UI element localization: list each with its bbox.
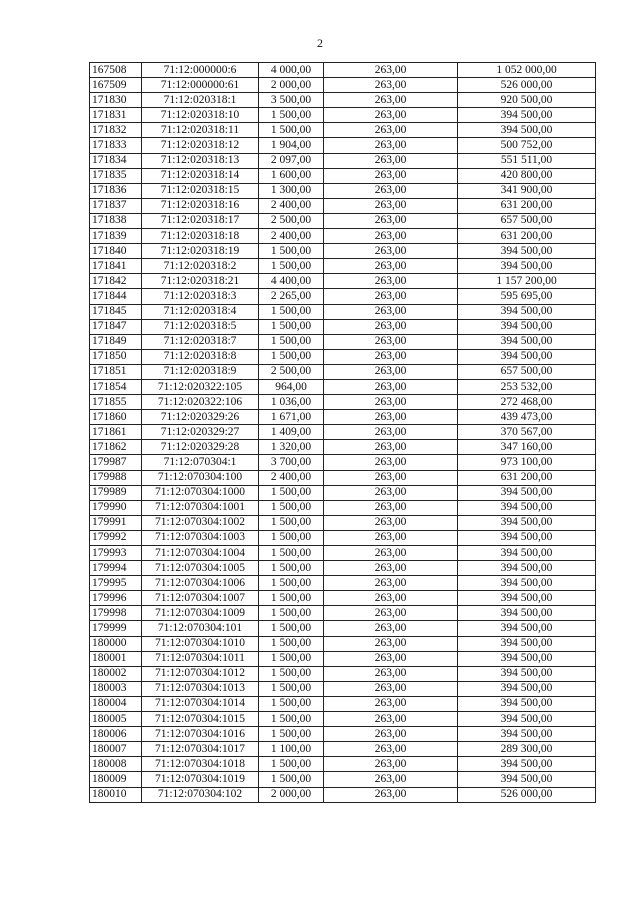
object-id-cell: 180002 — [90, 666, 142, 681]
cadastral-number-cell: 71:12:070304:1002 — [142, 515, 259, 530]
cadastral-number-cell: 71:12:020318:12 — [142, 138, 259, 153]
table-row — [90, 485, 596, 500]
object-id-cell: 180009 — [90, 772, 142, 787]
object-id-cell: 171861 — [90, 425, 142, 440]
object-id-cell: 171851 — [90, 364, 142, 379]
table-row — [90, 138, 596, 153]
total-value-cell: 394 500,00 — [458, 304, 596, 319]
object-id-cell: 171839 — [90, 229, 142, 244]
cadastral-number-cell: 71:12:070304:1 — [142, 455, 259, 470]
cadastral-number-cell: 71:12:020318:14 — [142, 168, 259, 183]
registry-table-body — [90, 63, 596, 803]
area-cell: 1 500,00 — [259, 636, 324, 651]
total-value-cell: 526 000,00 — [458, 78, 596, 93]
table-row — [90, 561, 596, 576]
total-value-cell: 394 500,00 — [458, 757, 596, 772]
object-id-cell: 179996 — [90, 591, 142, 606]
area-cell: 1 300,00 — [259, 183, 324, 198]
cadastral-number-cell: 71:12:070304:1005 — [142, 561, 259, 576]
rate-cell: 263,00 — [324, 787, 458, 802]
total-value-cell: 394 500,00 — [458, 727, 596, 742]
cadastral-number-cell: 71:12:020329:27 — [142, 425, 259, 440]
total-value-cell: 394 500,00 — [458, 591, 596, 606]
table-row — [90, 395, 596, 410]
rate-cell: 263,00 — [324, 757, 458, 772]
cadastral-number-cell: 71:12:070304:1006 — [142, 576, 259, 591]
area-cell: 1 500,00 — [259, 244, 324, 259]
object-id-cell: 171860 — [90, 410, 142, 425]
table-row — [90, 78, 596, 93]
area-cell: 2 000,00 — [259, 787, 324, 802]
object-id-cell: 171831 — [90, 108, 142, 123]
cadastral-number-cell: 71:12:020318:1 — [142, 93, 259, 108]
rate-cell: 263,00 — [324, 530, 458, 545]
object-id-cell: 180008 — [90, 757, 142, 772]
table-row — [90, 546, 596, 561]
area-cell: 1 036,00 — [259, 395, 324, 410]
total-value-cell: 595 695,00 — [458, 289, 596, 304]
table-row — [90, 93, 596, 108]
area-cell: 1 500,00 — [259, 757, 324, 772]
table-row — [90, 621, 596, 636]
area-cell: 1 500,00 — [259, 561, 324, 576]
object-id-cell: 171836 — [90, 183, 142, 198]
table-row — [90, 153, 596, 168]
area-cell: 1 500,00 — [259, 259, 324, 274]
total-value-cell: 394 500,00 — [458, 576, 596, 591]
total-value-cell: 394 500,00 — [458, 546, 596, 561]
table-row — [90, 63, 596, 78]
total-value-cell: 973 100,00 — [458, 455, 596, 470]
table-row — [90, 470, 596, 485]
rate-cell: 263,00 — [324, 651, 458, 666]
table-row — [90, 666, 596, 681]
table-row — [90, 606, 596, 621]
table-row — [90, 123, 596, 138]
total-value-cell: 526 000,00 — [458, 787, 596, 802]
rate-cell: 263,00 — [324, 621, 458, 636]
object-id-cell: 171837 — [90, 198, 142, 213]
table-row — [90, 334, 596, 349]
total-value-cell: 394 500,00 — [458, 515, 596, 530]
total-value-cell: 394 500,00 — [458, 530, 596, 545]
rate-cell: 263,00 — [324, 470, 458, 485]
total-value-cell: 394 500,00 — [458, 244, 596, 259]
total-value-cell: 631 200,00 — [458, 470, 596, 485]
cadastral-number-cell: 71:12:020318:5 — [142, 319, 259, 334]
cadastral-number-cell: 71:12:020329:26 — [142, 410, 259, 425]
object-id-cell: 180005 — [90, 712, 142, 727]
object-id-cell: 171850 — [90, 349, 142, 364]
cadastral-number-cell: 71:12:020318:9 — [142, 364, 259, 379]
object-id-cell: 180004 — [90, 696, 142, 711]
cadastral-number-cell: 71:12:070304:1011 — [142, 651, 259, 666]
cadastral-number-cell: 71:12:000000:61 — [142, 78, 259, 93]
rate-cell: 263,00 — [324, 576, 458, 591]
total-value-cell: 394 500,00 — [458, 349, 596, 364]
rate-cell: 263,00 — [324, 334, 458, 349]
cadastral-number-cell: 71:12:070304:1015 — [142, 712, 259, 727]
area-cell: 3 500,00 — [259, 93, 324, 108]
table-row — [90, 259, 596, 274]
area-cell: 1 500,00 — [259, 696, 324, 711]
object-id-cell: 171862 — [90, 440, 142, 455]
total-value-cell: 394 500,00 — [458, 123, 596, 138]
total-value-cell: 272 468,00 — [458, 395, 596, 410]
cadastral-number-cell: 71:12:070304:1014 — [142, 696, 259, 711]
area-cell: 4 400,00 — [259, 274, 324, 289]
area-cell: 1 600,00 — [259, 168, 324, 183]
table-row — [90, 727, 596, 742]
cadastral-number-cell: 71:12:020322:105 — [142, 379, 259, 394]
object-id-cell: 179998 — [90, 606, 142, 621]
area-cell: 1 500,00 — [259, 606, 324, 621]
rate-cell: 263,00 — [324, 455, 458, 470]
cadastral-number-cell: 71:12:070304:1017 — [142, 742, 259, 757]
total-value-cell: 347 160,00 — [458, 440, 596, 455]
table-row — [90, 651, 596, 666]
cadastral-number-cell: 71:12:070304:1016 — [142, 727, 259, 742]
cadastral-number-cell: 71:12:070304:1000 — [142, 485, 259, 500]
total-value-cell: 394 500,00 — [458, 334, 596, 349]
total-value-cell: 631 200,00 — [458, 198, 596, 213]
rate-cell: 263,00 — [324, 213, 458, 228]
total-value-cell: 394 500,00 — [458, 696, 596, 711]
total-value-cell: 657 500,00 — [458, 364, 596, 379]
rate-cell: 263,00 — [324, 666, 458, 681]
object-id-cell: 179989 — [90, 485, 142, 500]
rate-cell: 263,00 — [324, 410, 458, 425]
table-row — [90, 515, 596, 530]
rate-cell: 263,00 — [324, 289, 458, 304]
object-id-cell: 179988 — [90, 470, 142, 485]
object-id-cell: 171845 — [90, 304, 142, 319]
registry-table — [89, 62, 596, 803]
area-cell: 2 400,00 — [259, 229, 324, 244]
rate-cell: 263,00 — [324, 229, 458, 244]
area-cell: 1 500,00 — [259, 727, 324, 742]
rate-cell: 263,00 — [324, 78, 458, 93]
total-value-cell: 394 500,00 — [458, 712, 596, 727]
area-cell: 1 904,00 — [259, 138, 324, 153]
table-row — [90, 229, 596, 244]
rate-cell: 263,00 — [324, 500, 458, 515]
total-value-cell: 289 300,00 — [458, 742, 596, 757]
total-value-cell: 394 500,00 — [458, 319, 596, 334]
object-id-cell: 171844 — [90, 289, 142, 304]
rate-cell: 263,00 — [324, 636, 458, 651]
cadastral-number-cell: 71:12:020322:106 — [142, 395, 259, 410]
total-value-cell: 1 157 200,00 — [458, 274, 596, 289]
object-id-cell: 179999 — [90, 621, 142, 636]
rate-cell: 263,00 — [324, 546, 458, 561]
total-value-cell: 1 052 000,00 — [458, 63, 596, 78]
table-row — [90, 576, 596, 591]
cadastral-number-cell: 71:12:020318:8 — [142, 349, 259, 364]
cadastral-number-cell: 71:12:020318:17 — [142, 213, 259, 228]
area-cell: 1 500,00 — [259, 621, 324, 636]
total-value-cell: 370 567,00 — [458, 425, 596, 440]
rate-cell: 263,00 — [324, 515, 458, 530]
object-id-cell: 171832 — [90, 123, 142, 138]
table-row — [90, 319, 596, 334]
object-id-cell: 167508 — [90, 63, 142, 78]
area-cell: 1 500,00 — [259, 546, 324, 561]
table-row — [90, 168, 596, 183]
table-row — [90, 244, 596, 259]
rate-cell: 263,00 — [324, 440, 458, 455]
area-cell: 2 000,00 — [259, 78, 324, 93]
object-id-cell: 171841 — [90, 259, 142, 274]
total-value-cell: 394 500,00 — [458, 621, 596, 636]
area-cell: 964,00 — [259, 379, 324, 394]
cadastral-number-cell: 71:12:070304:1010 — [142, 636, 259, 651]
object-id-cell: 179994 — [90, 561, 142, 576]
rate-cell: 263,00 — [324, 681, 458, 696]
table-row — [90, 787, 596, 802]
object-id-cell: 179995 — [90, 576, 142, 591]
object-id-cell: 171855 — [90, 395, 142, 410]
table-row — [90, 591, 596, 606]
rate-cell: 263,00 — [324, 485, 458, 500]
table-row — [90, 108, 596, 123]
cadastral-number-cell: 71:12:070304:1019 — [142, 772, 259, 787]
total-value-cell: 394 500,00 — [458, 606, 596, 621]
total-value-cell: 394 500,00 — [458, 485, 596, 500]
object-id-cell: 171849 — [90, 334, 142, 349]
table-row — [90, 757, 596, 772]
total-value-cell: 920 500,00 — [458, 93, 596, 108]
cadastral-number-cell: 71:12:070304:1001 — [142, 500, 259, 515]
area-cell: 1 671,00 — [259, 410, 324, 425]
total-value-cell: 394 500,00 — [458, 636, 596, 651]
cadastral-number-cell: 71:12:070304:1007 — [142, 591, 259, 606]
table-row — [90, 410, 596, 425]
table-row — [90, 274, 596, 289]
rate-cell: 263,00 — [324, 108, 458, 123]
table-row — [90, 696, 596, 711]
total-value-cell: 394 500,00 — [458, 681, 596, 696]
rate-cell: 263,00 — [324, 696, 458, 711]
area-cell: 2 400,00 — [259, 198, 324, 213]
table-row — [90, 349, 596, 364]
cadastral-number-cell: 71:12:070304:100 — [142, 470, 259, 485]
rate-cell: 263,00 — [324, 319, 458, 334]
area-cell: 4 000,00 — [259, 63, 324, 78]
object-id-cell: 171830 — [90, 93, 142, 108]
cadastral-number-cell: 71:12:020318:18 — [142, 229, 259, 244]
rate-cell: 263,00 — [324, 591, 458, 606]
table-row — [90, 500, 596, 515]
table-row — [90, 772, 596, 787]
cadastral-number-cell: 71:12:020318:15 — [142, 183, 259, 198]
rate-cell: 263,00 — [324, 712, 458, 727]
rate-cell: 263,00 — [324, 379, 458, 394]
total-value-cell: 394 500,00 — [458, 651, 596, 666]
rate-cell: 263,00 — [324, 364, 458, 379]
area-cell: 1 500,00 — [259, 515, 324, 530]
object-id-cell: 180001 — [90, 651, 142, 666]
rate-cell: 263,00 — [324, 606, 458, 621]
cadastral-number-cell: 71:12:070304:1004 — [142, 546, 259, 561]
object-id-cell: 171840 — [90, 244, 142, 259]
cadastral-number-cell: 71:12:020318:3 — [142, 289, 259, 304]
table-row — [90, 364, 596, 379]
area-cell: 2 097,00 — [259, 153, 324, 168]
area-cell: 1 409,00 — [259, 425, 324, 440]
rate-cell: 263,00 — [324, 742, 458, 757]
cadastral-number-cell: 71:12:070304:101 — [142, 621, 259, 636]
total-value-cell: 551 511,00 — [458, 153, 596, 168]
object-id-cell: 171834 — [90, 153, 142, 168]
total-value-cell: 631 200,00 — [458, 229, 596, 244]
object-id-cell: 171833 — [90, 138, 142, 153]
total-value-cell: 341 900,00 — [458, 183, 596, 198]
table-row — [90, 304, 596, 319]
rate-cell: 263,00 — [324, 274, 458, 289]
rate-cell: 263,00 — [324, 153, 458, 168]
area-cell: 1 500,00 — [259, 591, 324, 606]
area-cell: 1 500,00 — [259, 576, 324, 591]
area-cell: 1 500,00 — [259, 530, 324, 545]
area-cell: 2 265,00 — [259, 289, 324, 304]
area-cell: 1 500,00 — [259, 349, 324, 364]
page-number: 2 — [317, 36, 323, 50]
object-id-cell: 179991 — [90, 515, 142, 530]
cadastral-number-cell: 71:12:070304:1012 — [142, 666, 259, 681]
area-cell: 1 500,00 — [259, 651, 324, 666]
rate-cell: 263,00 — [324, 259, 458, 274]
area-cell: 1 500,00 — [259, 712, 324, 727]
cadastral-number-cell: 71:12:000000:6 — [142, 63, 259, 78]
object-id-cell: 179990 — [90, 500, 142, 515]
rate-cell: 263,00 — [324, 395, 458, 410]
object-id-cell: 180000 — [90, 636, 142, 651]
area-cell: 3 700,00 — [259, 455, 324, 470]
table-row — [90, 530, 596, 545]
table-row — [90, 379, 596, 394]
cadastral-number-cell: 71:12:020318:7 — [142, 334, 259, 349]
cadastral-number-cell: 71:12:070304:1003 — [142, 530, 259, 545]
rate-cell: 263,00 — [324, 183, 458, 198]
area-cell: 1 500,00 — [259, 108, 324, 123]
object-id-cell: 171838 — [90, 213, 142, 228]
cadastral-number-cell: 71:12:020329:28 — [142, 440, 259, 455]
area-cell: 1 500,00 — [259, 319, 324, 334]
rate-cell: 263,00 — [324, 727, 458, 742]
cadastral-number-cell: 71:12:070304:1009 — [142, 606, 259, 621]
table-row — [90, 440, 596, 455]
cadastral-number-cell: 71:12:020318:10 — [142, 108, 259, 123]
cadastral-number-cell: 71:12:070304:102 — [142, 787, 259, 802]
rate-cell: 263,00 — [324, 425, 458, 440]
area-cell: 1 500,00 — [259, 334, 324, 349]
total-value-cell: 394 500,00 — [458, 259, 596, 274]
object-id-cell: 171842 — [90, 274, 142, 289]
rate-cell: 263,00 — [324, 349, 458, 364]
area-cell: 1 500,00 — [259, 123, 324, 138]
rate-cell: 263,00 — [324, 304, 458, 319]
total-value-cell: 394 500,00 — [458, 772, 596, 787]
total-value-cell: 394 500,00 — [458, 108, 596, 123]
rate-cell: 263,00 — [324, 93, 458, 108]
object-id-cell: 179993 — [90, 546, 142, 561]
cadastral-number-cell: 71:12:070304:1018 — [142, 757, 259, 772]
total-value-cell: 657 500,00 — [458, 213, 596, 228]
object-id-cell: 171835 — [90, 168, 142, 183]
rate-cell: 263,00 — [324, 244, 458, 259]
object-id-cell: 180006 — [90, 727, 142, 742]
cadastral-number-cell: 71:12:020318:13 — [142, 153, 259, 168]
total-value-cell: 500 752,00 — [458, 138, 596, 153]
area-cell: 1 500,00 — [259, 304, 324, 319]
table-row — [90, 425, 596, 440]
cadastral-number-cell: 71:12:020318:2 — [142, 259, 259, 274]
total-value-cell: 394 500,00 — [458, 500, 596, 515]
cadastral-number-cell: 71:12:020318:11 — [142, 123, 259, 138]
table-row — [90, 213, 596, 228]
area-cell: 1 320,00 — [259, 440, 324, 455]
cadastral-number-cell: 71:12:020318:4 — [142, 304, 259, 319]
cadastral-number-cell: 71:12:020318:19 — [142, 244, 259, 259]
table-row — [90, 183, 596, 198]
cadastral-number-cell: 71:12:070304:1013 — [142, 681, 259, 696]
area-cell: 2 500,00 — [259, 364, 324, 379]
table-row — [90, 712, 596, 727]
total-value-cell: 439 473,00 — [458, 410, 596, 425]
table-row — [90, 742, 596, 757]
cadastral-number-cell: 71:12:020318:16 — [142, 198, 259, 213]
rate-cell: 263,00 — [324, 198, 458, 213]
object-id-cell: 180003 — [90, 681, 142, 696]
rate-cell: 263,00 — [324, 168, 458, 183]
area-cell: 1 500,00 — [259, 772, 324, 787]
area-cell: 1 500,00 — [259, 485, 324, 500]
cadastral-number-cell: 71:12:020318:21 — [142, 274, 259, 289]
object-id-cell: 171847 — [90, 319, 142, 334]
table-row — [90, 289, 596, 304]
table-row — [90, 636, 596, 651]
total-value-cell: 394 500,00 — [458, 666, 596, 681]
object-id-cell: 171854 — [90, 379, 142, 394]
object-id-cell: 179987 — [90, 455, 142, 470]
area-cell: 1 500,00 — [259, 681, 324, 696]
rate-cell: 263,00 — [324, 138, 458, 153]
object-id-cell: 180010 — [90, 787, 142, 802]
total-value-cell: 253 532,00 — [458, 379, 596, 394]
area-cell: 1 100,00 — [259, 742, 324, 757]
rate-cell: 263,00 — [324, 123, 458, 138]
table-row — [90, 681, 596, 696]
area-cell: 2 400,00 — [259, 470, 324, 485]
object-id-cell: 167509 — [90, 78, 142, 93]
area-cell: 1 500,00 — [259, 500, 324, 515]
total-value-cell: 420 800,00 — [458, 168, 596, 183]
area-cell: 2 500,00 — [259, 213, 324, 228]
table-row — [90, 455, 596, 470]
rate-cell: 263,00 — [324, 63, 458, 78]
object-id-cell: 179992 — [90, 530, 142, 545]
table-row — [90, 198, 596, 213]
total-value-cell: 394 500,00 — [458, 561, 596, 576]
area-cell: 1 500,00 — [259, 666, 324, 681]
rate-cell: 263,00 — [324, 561, 458, 576]
object-id-cell: 180007 — [90, 742, 142, 757]
rate-cell: 263,00 — [324, 772, 458, 787]
